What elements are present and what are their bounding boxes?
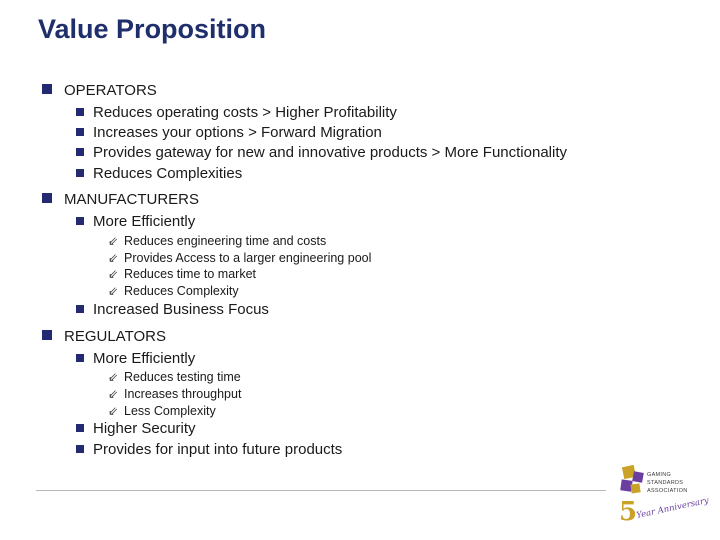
section-operators — [42, 82, 157, 99]
square-bullet-icon — [76, 424, 84, 432]
square-bullet-icon — [76, 128, 84, 136]
arrow-bullet-icon: ⇙ — [108, 387, 119, 401]
list-item: Reduces Complexities — [76, 165, 242, 182]
arrow-bullet-icon: ⇙ — [108, 251, 119, 265]
section-label: REGULATORS — [64, 328, 166, 345]
section-label: MANUFACTURERS — [64, 191, 200, 208]
square-bullet-icon — [76, 169, 84, 177]
sub-list-item: ⇙ Provides Access to a larger engineering pool — [108, 251, 372, 265]
square-bullet-icon — [76, 354, 84, 362]
list-item: Reduces operating costs > Higher Profitability — [76, 104, 397, 121]
list-item: Provides for input into future products — [76, 441, 342, 458]
sub-list-item: ⇙ Less Complexity — [108, 404, 216, 418]
gsa-anniversary-logo — [615, 460, 715, 535]
list-item: Increases your options > Forward Migration — [76, 124, 382, 141]
logo-number: 5 — [619, 497, 638, 527]
square-bullet-icon — [76, 217, 84, 225]
square-bullet-icon — [76, 305, 84, 313]
section-regulators — [42, 328, 166, 345]
logo-text-line1: GAMING — [647, 472, 672, 478]
arrow-bullet-icon: ⇙ — [108, 267, 119, 281]
list-item: More Efficiently — [76, 213, 195, 230]
arrow-bullet-icon: ⇙ — [108, 370, 119, 384]
section-label: OPERATORS — [64, 82, 157, 99]
square-bullet-icon — [42, 84, 52, 94]
sub-list-item: ⇙ Reduces engineering time and costs — [108, 234, 327, 248]
logo-anniversary: Year Anniversary — [635, 495, 710, 521]
square-bullet-icon — [42, 193, 52, 203]
square-bullet-icon — [76, 108, 84, 116]
sub-list-item: ⇙ Reduces time to market — [108, 267, 256, 281]
footer-divider — [36, 490, 606, 491]
list-item: More Efficiently — [76, 350, 195, 367]
sub-list-item: ⇙ Reduces Complexity — [108, 284, 239, 298]
list-item: Higher Security — [76, 420, 196, 437]
logo-text-line2: STANDARDS — [647, 480, 684, 486]
square-bullet-icon — [76, 148, 84, 156]
arrow-bullet-icon: ⇙ — [108, 234, 119, 248]
list-item: Increased Business Focus — [76, 301, 269, 318]
slide-title: Value Proposition — [38, 14, 267, 44]
list-item: Provides gateway for new and innovative products > More Functionality — [76, 144, 567, 161]
sub-list-item: ⇙ Increases throughput — [108, 387, 242, 401]
arrow-bullet-icon: ⇙ — [108, 404, 119, 418]
logo-text-line3: ASSOCIATION — [647, 488, 688, 494]
arrow-bullet-icon: ⇙ — [108, 284, 119, 298]
square-bullet-icon — [76, 445, 84, 453]
square-bullet-icon — [42, 330, 52, 340]
sub-list-item: ⇙ Reduces testing time — [108, 370, 241, 384]
section-manufacturers — [42, 191, 199, 208]
